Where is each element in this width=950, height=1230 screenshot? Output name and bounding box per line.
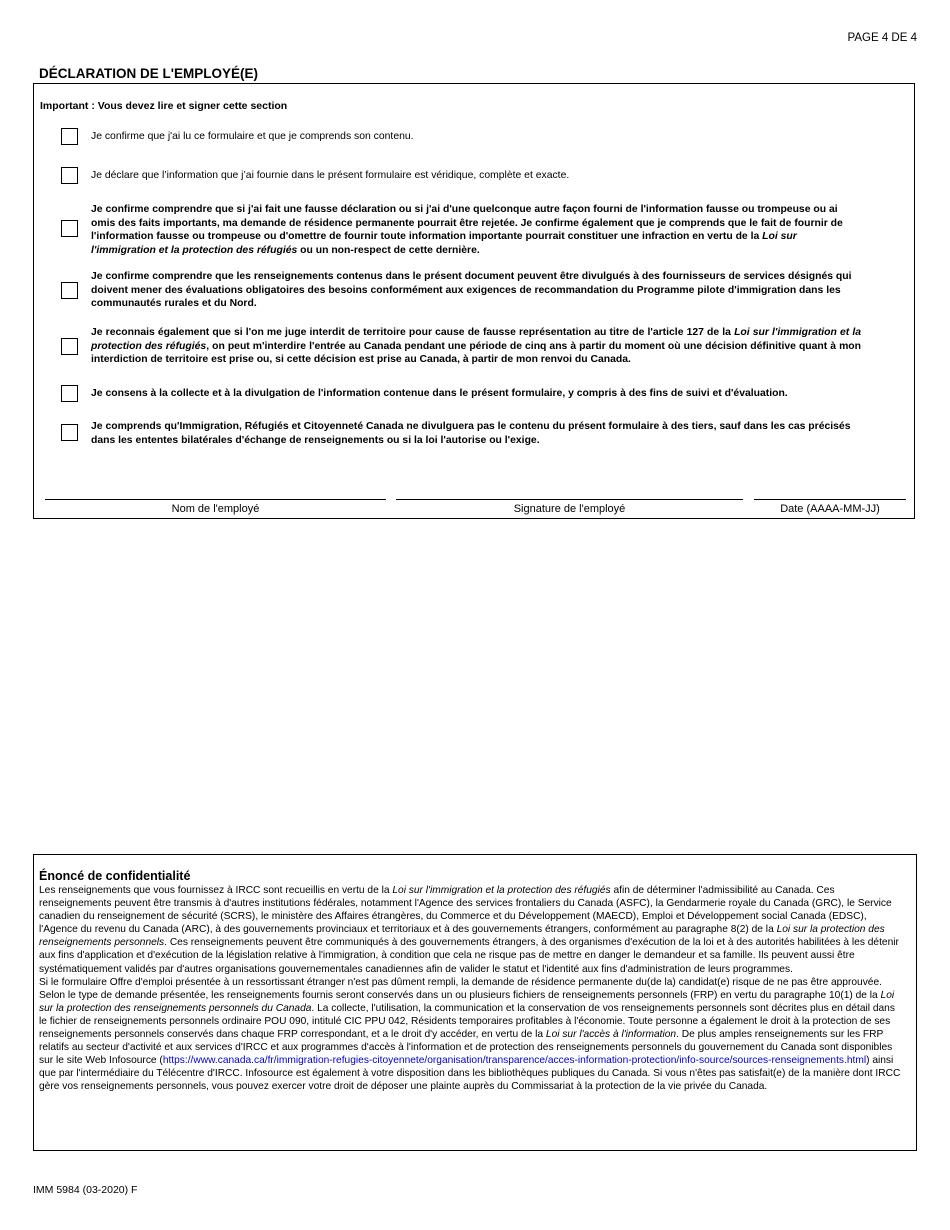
- employee-signature-line[interactable]: [396, 499, 743, 500]
- declaration-checkbox-2[interactable]: [61, 167, 78, 184]
- declaration-text-2: Je déclare que l’information que j’ai fournie dans le présent formulaire est véridique, complète et exacte.: [91, 170, 570, 181]
- declaration-checkbox-1[interactable]: [61, 128, 78, 145]
- declaration-text-3: [91, 203, 861, 257]
- privacy-statement-section: [33, 854, 917, 1151]
- employee-name-line[interactable]: [45, 499, 386, 500]
- section-title: DÉCLARATION DE L'EMPLOYÉ(E): [39, 66, 258, 81]
- declaration-text-6: Je consens à la collecte et à la divulgation de l'information contenue dans le présent formulaire, y compris à des fins de suivi et d'évaluation.: [91, 388, 788, 399]
- privacy-p3-a: Selon le type de demande présentée, les renseignements fournis seront conservés dans un ou plusieurs fichiers de renseignements personnels (FRP) en vertu du paragraphe 10(1) de la: [39, 989, 881, 1001]
- declaration-text-5: [91, 326, 861, 367]
- declaration-5-text-b: , on peut m'interdire l'entrée au Canada pendant une période de cinq ans à partir du moment où une décision définitive quant à mon interdiction de territoire est prise ou, si cette décision est prise au Canada, à partir de mon renvoi du Canada.: [91, 340, 861, 365]
- employee-signature-label: Signature de l'employé: [513, 503, 626, 515]
- date-line[interactable]: [754, 499, 906, 500]
- privacy-body: [39, 884, 905, 1094]
- date-label: Date (AAAA-MM-JJ): [780, 503, 880, 515]
- declaration-5-text-a: Je reconnais également que si l'on me juge interdit de territoire pour cause de fausse représentation au titre de l'article 127 de la: [91, 327, 735, 338]
- declaration-3-text-a: Je confirme comprendre que si j'ai fait une fausse déclaration ou si j'ai d'une quelconque autre façon fourni de l'information fausse ou trompeuse ou ai omis des faits importants, ma demande de résidence permanente pourrait être rejetée. Je confirme également que je comprends que le fait de fournir de l'information fausse ou trompeuse ou d'omettre de fournir toute information importante pourrait constituer une infraction en vertu de la: [91, 204, 843, 242]
- page-number: PAGE 4 DE 4: [847, 32, 917, 44]
- privacy-p1-a: Les renseignements que vous fournissez à IRCC sont recueillis en vertu de la: [39, 885, 393, 896]
- privacy-p3-law1: Loi sur la protection des renseignements personnels du Canada: [39, 989, 895, 1014]
- declaration-checkbox-5[interactable]: [61, 338, 78, 355]
- declaration-checkbox-4[interactable]: [61, 282, 78, 299]
- privacy-p3-c: . De plus amples renseignements sur les FRP relatifs au secteur d'activité et aux services d'IRCC et aux programmes d'accès à l'information et de protection des renseignements personnels du gouvernement du Canada sont disponibles sur le site Web Infosource (: [39, 1029, 893, 1067]
- declaration-text-1: Je confirme que j'ai lu ce formulaire et que je comprends son contenu.: [91, 131, 414, 142]
- privacy-paragraph-1: [39, 884, 905, 976]
- important-notice: Important : Vous devez lire et signer cette section: [40, 100, 288, 112]
- declaration-5-law-name: Loi sur l'immigration et la protection des réfugiés: [91, 327, 861, 352]
- privacy-paragraph-2: Si le formulaire Offre d'emploi présentée à un ressortissant étranger n'est pas dûment rempli, la demande de résidence permanente du(de la) candidat(e) risque de ne pas être approuvée.: [39, 976, 882, 988]
- privacy-title: Énoncé de confidentialité: [39, 869, 191, 883]
- form-id: IMM 5984 (03-2020) F: [33, 1184, 138, 1196]
- employee-name-label: Nom de l'employé: [171, 503, 260, 515]
- declaration-checkbox-6[interactable]: [61, 385, 78, 402]
- privacy-p1-c: . Ces renseignements peuvent être communiqués à des gouvernements étrangers, à des organismes d'exécution de la loi et à des autorités habilitées à les détenir aux fins d'application et d'exécution de la législation relative à l'immigration, à condition que cela ne risque pas de mettre en danger le demandeur et sa famille. Ils peuvent aussi être systématiquement validés par d'autres organisations gouvernementales canadiennes afin de valider le statut et l'identité aux fins d'administration de leurs programmes.: [39, 937, 899, 975]
- privacy-p1-law2: Loi sur la protection des renseignements personnels: [39, 924, 885, 949]
- infosource-link[interactable]: https://www.canada.ca/fr/immigration-refugies-citoyennete/organisation/transparence/acces-information-protection/info-source/sources-renseignements.html: [162, 1055, 867, 1067]
- privacy-p3-d: ) ainsi que par l'intermédiaire du Télécentre d'IRCC. Infosource est également à votre disposition dans les bibliothèques publiques du Canada. Si vous n'êtes pas satisfait(e) de la manière dont IRCC gère vos renseignements personnels, vous pouvez exercer votre droit de déposer une plainte auprès du Commissariat à la protection de la vie privée du Canada.: [39, 1055, 901, 1093]
- declaration-text-7: Je comprends qu'Immigration, Réfugiés et Citoyenneté Canada ne divulguera pas le contenu du présent formulaire à des tiers, sauf dans les cas précisés dans les ententes bilatérales d'échange de renseignements ou si la loi l'autorise ou l'exige.: [91, 421, 851, 446]
- declaration-3-text-b: ou un non-respect de cette dernière.: [297, 244, 480, 256]
- declaration-3-law-name: Loi sur l'immigration et la protection des réfugiés: [91, 231, 797, 256]
- privacy-p3-b: . La collecte, l'utilisation, la communication et la conservation de vos renseignements personnels sont décrites plus en détail dans le fichier de renseignements personnels ordinaire POU 090, intitulé CIC PPU 042, Résidents temporaires profitables à l'économie. Toute personne a également le droit à la protection de ses renseignements personnels conservés dans chaque FRP correspondant, et a le droit d'y accéder, en vertu de la: [39, 1002, 895, 1041]
- privacy-p1-b: afin de déterminer l'admissibilité au Canada. Ces renseignements peuvent être transmis à d'autres institutions fédérales, notamment l'Agence des services frontaliers du Canada (ASFC), la Gendarmerie royale du Canada (GRC), le Service canadien du renseignement de sécurité (SCRS), le ministère des Affaires étrangères, du Commerce et du Développement (MAECD), Emploi et Développement social Canada (EDSC), l'Agence du revenu du Canada (ARC), à des gouvernements provinciaux et territoriaux et à des gouvernements étrangers, conformément au paragraphe 8(2) de la: [39, 885, 892, 936]
- privacy-paragraph-3: [39, 989, 905, 1094]
- employee-declaration-section: [33, 83, 915, 519]
- privacy-p1-law1: Loi sur l'immigration et la protection des réfugiés: [392, 885, 611, 896]
- declaration-text-4: Je confirme comprendre que les renseignements contenus dans le présent document peuvent être divulgués à des fournisseurs de services désignés qui doivent mener des évaluations obligatoires des besoins conformément aux exigences de recommandation du Programme pilote d'immigration dans les communautés rurales et du Nord.: [91, 271, 852, 309]
- declaration-checkbox-3[interactable]: [61, 220, 78, 237]
- privacy-p3-law2: Loi sur l'accès à l'information: [545, 1029, 677, 1041]
- declaration-checkbox-7[interactable]: [61, 424, 78, 441]
